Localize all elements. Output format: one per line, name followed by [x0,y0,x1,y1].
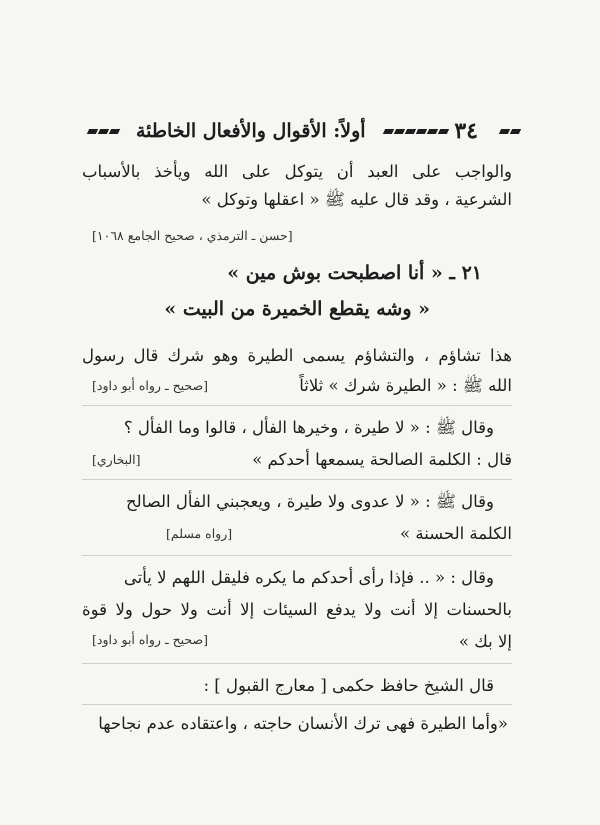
chapter-title: أولاً: الأقوال والأفعال الخاطئة [136,120,366,142]
intro-reference: [حسن ـ الترمذي ، صحيح الجامع ١٠٦٨] [92,228,293,243]
para3-line-2: الكلمة الحسنة » [400,524,512,543]
para6-line-1: «وأما الطيرة فهى ترك الأنسان حاجته ، واعتقاده عدم نجاحها [98,714,508,733]
para5-line-1: قال الشيخ حافظ حكمى [ معارج القبول ] : [203,676,494,695]
para4-line-1: وقال : « .. فإذا رأى أحدكم ما يكره فليقل اللهم لا يأتى [123,568,494,587]
intro-line-2: الشرعية ، وقد قال عليه ﷺ « اعقلها وتوكل » [201,190,512,209]
section-divider [82,663,512,664]
section-divider [82,479,512,480]
para4-reference: [صحيح ـ رواه أبو داود] [92,632,208,647]
section-divider [82,555,512,556]
header-ornament-right [484,129,520,134]
para1-line-2: الله ﷺ : « الطيرة شرك » ثلاثاً [299,376,512,395]
para2-reference: [البخاري] [92,452,141,467]
header-ornament-left [88,129,128,134]
section-divider [82,405,512,406]
page-number: ٣٤ [454,118,478,144]
section-divider [82,704,512,705]
header-ornament-middle [372,129,449,134]
intro-line-1: والواجب على العبد أن يتوكل على الله ويأخذ بالأسباب [82,162,512,181]
page-header [88,116,520,146]
proverb-line-2: « وشه يقطع الخميرة من البيت » [164,298,430,320]
para3-line-1: وقال ﷺ : « لا عدوى ولا طيرة ، ويعجبني الفأل الصالح [126,492,494,511]
para3-reference: [رواه مسلم] [166,526,233,541]
para2-line-2: قال : الكلمة الصالحة يسمعها أحدكم » [252,450,512,469]
proverb-line-1: ٢١ ـ « أنا اصطبحت بوش مين » [227,262,482,284]
para2-line-1: وقال ﷺ : « لا طيرة ، وخيرها الفأل ، قالوا وما الفأل ؟ [123,418,494,437]
para4-line-2: بالحسنات إلا أنت ولا يدفع السيئات إلا أنت ولا حول ولا قوة [82,600,512,619]
para1-reference: [صحيح ـ رواه أبو داود] [92,378,208,393]
para1-line-1: هذا تشاؤم ، والتشاؤم يسمى الطيرة وهو شرك قال رسول [82,346,512,365]
para4-line-3: إلا بك » [458,632,512,651]
